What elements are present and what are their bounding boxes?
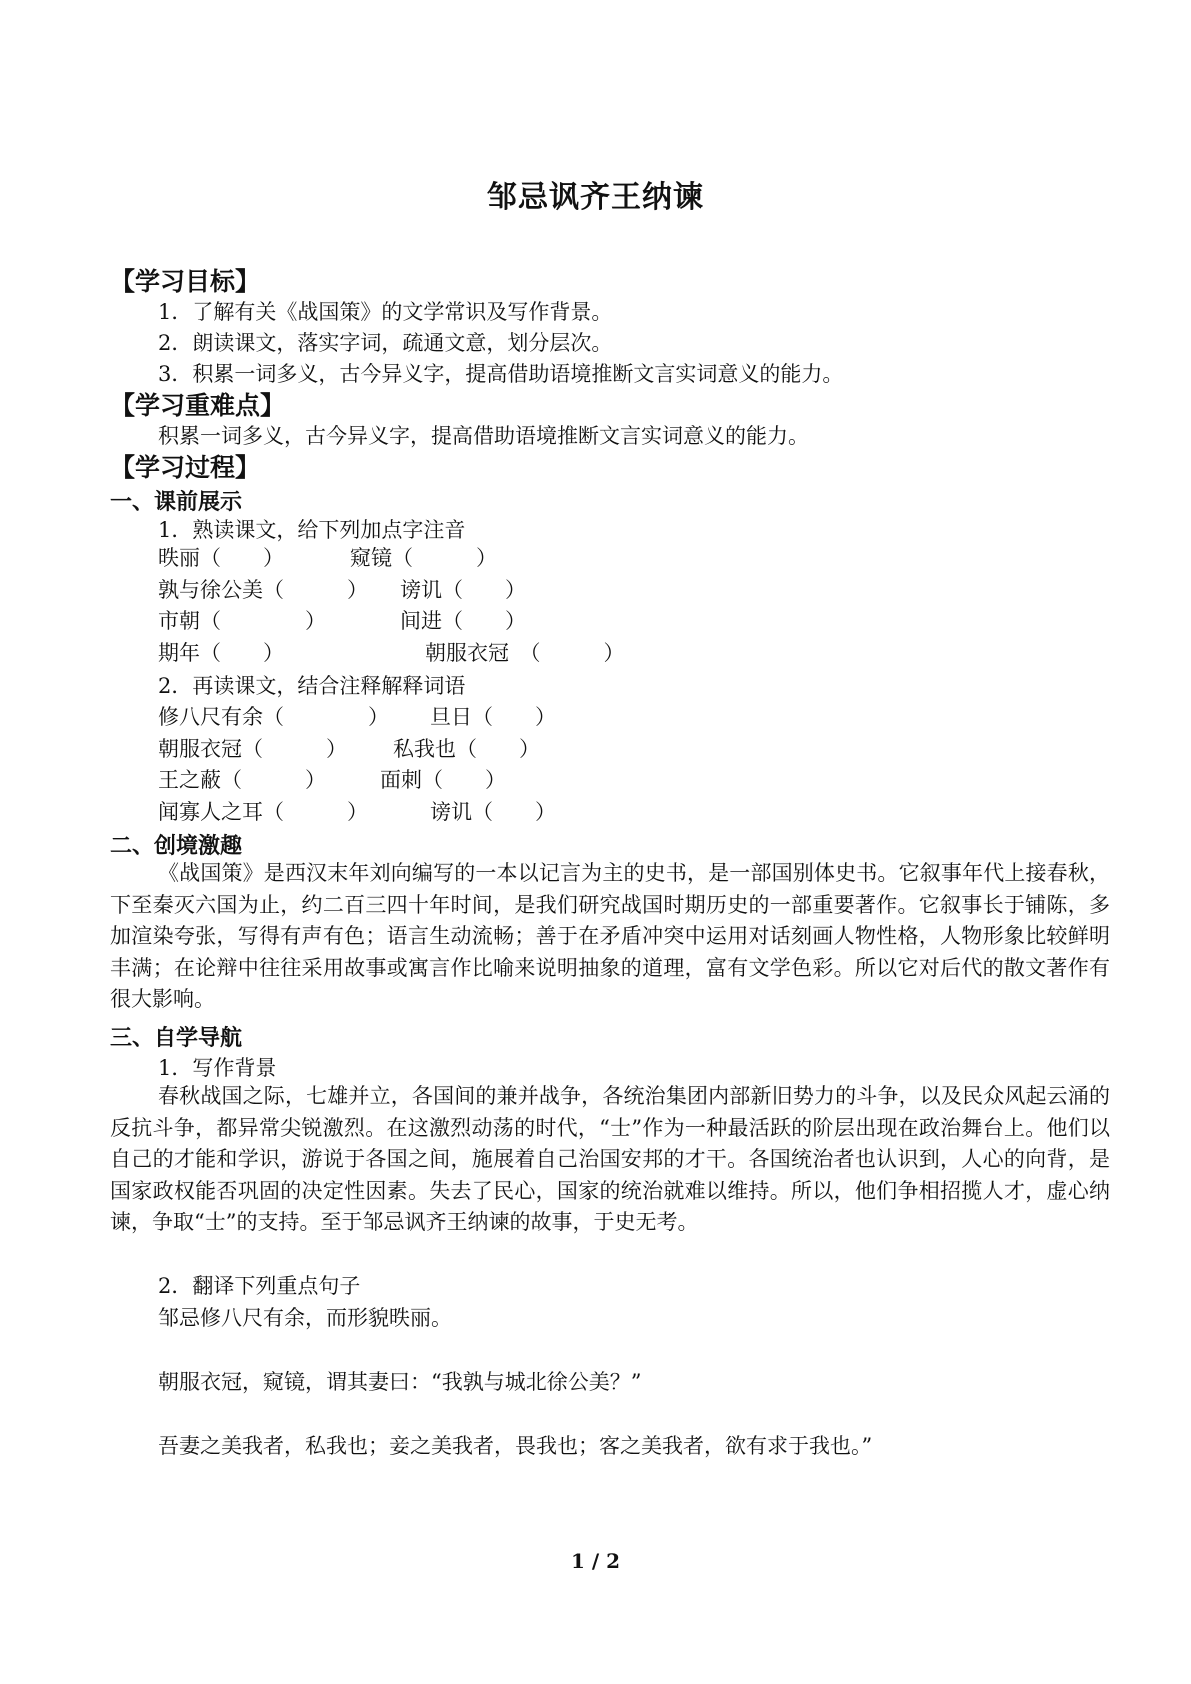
- q2-row1-right: 旦日（ ）: [430, 705, 556, 729]
- part1-heading: 一、课前展示: [110, 490, 243, 515]
- q1-row2-right: 谤讥（ ）: [400, 578, 526, 602]
- process-heading: 【学习过程】: [110, 453, 261, 482]
- sentence-1: 邹忌修八尺有余，而形貌昳丽。: [158, 1306, 452, 1330]
- q2-row1-left: 修八尺有余（ ）: [158, 705, 389, 729]
- q1-row1-left: 昳丽（ ）: [158, 546, 284, 570]
- part2-paragraph: 《战国策》是西汉末年刘向编写的一本以记言为主的史书，是一部国别体史书。它叙事年代上接春秋，下至秦灭六国为止，约二百三四十年时间，是我们研究战国时期历史的一部重要著作。它叙事长于铺陈，多加渲染夸张，写得有声有色；语言生动流畅；善于在矛盾冲突中运用对话刻画人物性格，人物形象比较鲜明丰满；在论辩中往往采用故事或寓言作比喻来说明抽象的道理，富有文学色彩。所以它对后代的散文著作有很大影响。: [110, 861, 1110, 1011]
- q2-row3-right: 面刺（ ）: [380, 768, 506, 792]
- background-paragraph: 春秋战国之际，七雄并立，各国间的兼并战争，各统治集团内部新旧势力的斗争，以及民众风起云涌的反抗斗争，都异常尖锐激烈。在这激烈动荡的时代，“士”作为一种最活跃的阶层出现在政治舞台上。他们以自己的才能和学识，游说于各国之间，施展着自己治国安邦的才干。各国统治者也认识到，人心的向背，是国家政权能否巩固的决定性因素。失去了民心，国家的统治就难以维持。所以，他们争相招揽人才，虚心纳谏，争取“士”的支持。至于邹忌讽齐王纳谏的故事，于史无考。: [110, 1084, 1110, 1234]
- q2-prompt: 2．再读课文，结合注释解释词语: [158, 674, 466, 698]
- part2-heading: 二、创境激趣: [110, 834, 243, 859]
- page-title: 邹忌讽齐王纳谏: [487, 180, 704, 215]
- part3-heading: 三、自学导航: [110, 1026, 243, 1051]
- q1-row1-right: 窥镜（ ）: [350, 546, 497, 570]
- q1-row2-left: 孰与徐公美（ ）: [158, 578, 368, 602]
- goal-item-2: 2．朗读课文，落实字词，疏通文意，划分层次。: [158, 331, 613, 355]
- q2-row3-left: 王之蔽（ ）: [158, 768, 326, 792]
- goals-heading: 【学习目标】: [110, 267, 261, 296]
- q2-row4-right: 谤讥（ ）: [430, 800, 556, 824]
- key-points-heading: 【学习重难点】: [110, 391, 286, 420]
- q2-row2-left: 朝服衣冠（ ）: [158, 737, 347, 761]
- goal-item-3: 3．积累一词多义，古今异义字，提高借助语境推断文言实词意义的能力。: [158, 362, 844, 386]
- q1-prompt: 1．熟读课文，给下列加点字注音: [158, 518, 466, 542]
- q1-row3-left: 市朝（ ）: [158, 609, 326, 633]
- key-points-text: 积累一词多义，古今异义字，提高借助语境推断文言实词意义的能力。: [158, 424, 809, 448]
- sentence-2: 朝服衣冠，窥镜，谓其妻曰：“我孰与城北徐公美？”: [158, 1370, 642, 1394]
- page-number: 1 / 2: [570, 1549, 621, 1573]
- q2-row2-right: 私我也（ ）: [393, 737, 540, 761]
- q1-row4-right: 朝服衣冠 （ ）: [425, 641, 625, 665]
- part3-sub1: 1．写作背景: [158, 1056, 277, 1080]
- q1-row3-right: 间进（ ）: [400, 609, 526, 633]
- q1-row4-left: 期年（ ）: [158, 641, 284, 665]
- goal-item-1: 1．了解有关《战国策》的文学常识及写作背景。: [158, 300, 613, 324]
- q2-row4-left: 闻寡人之耳（ ）: [158, 800, 368, 824]
- part3-sub2: 2．翻译下列重点句子: [158, 1274, 361, 1298]
- sentence-3: 吾妻之美我者，私我也；妾之美我者，畏我也；客之美我者，欲有求于我也。”: [158, 1434, 873, 1458]
